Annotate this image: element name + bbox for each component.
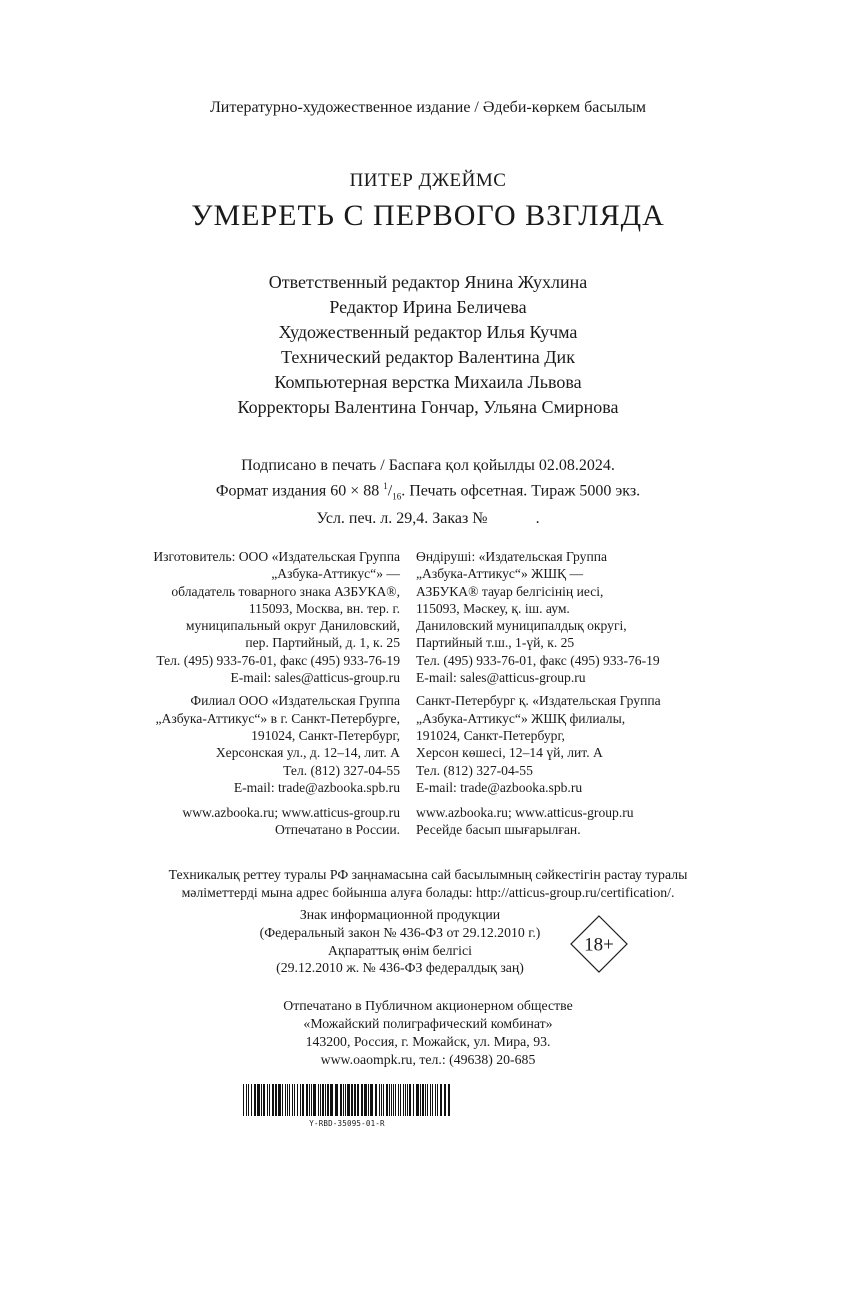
staff-line: Технический редактор Валентина Дик (281, 347, 575, 367)
format-line (0, 476, 856, 508)
staff-credits (0, 270, 856, 420)
branch-line: „Азбука-Аттикус“» ЖШҚ филиалы, (416, 710, 626, 726)
manufacturer-line: E-mail: sales@atticus-group.ru (230, 670, 400, 686)
printing-house (0, 997, 856, 1069)
manufacturer-line: 115093, Мәскеу, қ. іш. аум. (416, 600, 570, 616)
book-title: УМЕРЕТЬ С ПЕРВОГО ВЗГЛЯДА (191, 199, 665, 232)
age-rating-label: 18+ (584, 934, 614, 956)
manufacturer-line: Изготовитель: ООО «Издательская Группа (153, 549, 400, 564)
branch-line: Херсонская ул., д. 12–14, лит. А (215, 745, 400, 761)
sign-line: (Федеральный закон № 436-ФЗ от 29.12.2010 г.) (259, 924, 541, 940)
manufacturer-line: 115093, Москва, вн. тер. г. (248, 600, 400, 616)
fraction-numerator: 1 (383, 481, 388, 491)
branch-line: Тел. (812) 327-04-55 (283, 762, 400, 778)
sign-line: Ақпараттық өнім белгісі (328, 942, 472, 958)
print-info (0, 455, 856, 529)
web-line: www.azbooka.ru; www.atticus-group.ru (182, 805, 400, 821)
branch-line: 191024, Санкт-Петербург, (251, 727, 400, 743)
printer-line: 143200, Россия, г. Можайск, ул. Мира, 93. (305, 1034, 551, 1049)
manufacturer-line: Тел. (495) 933-76-01, факс (495) 933-76-19 (156, 652, 400, 668)
branch-line: Филиал ООО «Издательская Группа (190, 693, 400, 709)
branch-line: E-mail: trade@azbooka.spb.ru (233, 779, 400, 795)
fraction-slash: / (387, 482, 393, 500)
staff-line: Корректоры Валентина Гончар, Ульяна Смирнова (237, 397, 619, 417)
manufacturer-line: пер. Партийный, д. 1, к. 25 (245, 635, 400, 651)
branch-line: „Азбука-Аттикус“» в г. Санкт-Петербурге, (155, 710, 400, 726)
signed-to-print: Подписано в печать / Баспаға қол қойылды 02.08.2024. (241, 457, 615, 474)
manufacturer-line: E-mail: sales@atticus-group.ru (416, 670, 586, 686)
staff-line: Редактор Ирина Беличева (329, 297, 527, 317)
manufacturer-line: АЗБУКА® тауар белгісінің иесі, (416, 583, 604, 599)
manufacturer-line: Даниловский муниципалдық округі, (416, 618, 627, 634)
barcode-label: Y-RBD-35095-01-R (309, 1119, 385, 1128)
staff-line: Художественный редактор Илья Кучма (278, 322, 578, 342)
manufacturer-info-russian (60, 548, 400, 839)
manufacturer-line: Өндіруші: «Издательская Группа (416, 549, 608, 564)
web-line: Ресейде басып шығарылған. (416, 822, 581, 838)
branch-line: E-mail: trade@azbooka.spb.ru (416, 779, 583, 795)
edition-type: Литературно-художественное издание / Әдеби-көркем басылым (209, 99, 647, 116)
information-product-sign (220, 906, 580, 977)
printer-line: «Можайский полиграфический комбинат» (303, 1016, 553, 1031)
manufacturer-line: муниципальный округ Даниловский, (185, 618, 400, 634)
web-line: www.azbooka.ru; www.atticus-group.ru (416, 805, 634, 821)
staff-line: Ответственный редактор Янина Жухлина (268, 272, 588, 292)
manufacturer-line: Тел. (495) 933-76-01, факс (495) 933-76-19 (416, 652, 660, 668)
age-rating-diamond-icon (570, 915, 628, 973)
manufacturer-line: обладатель товарного знака АЗБУКА®, (171, 583, 400, 599)
certification-line: Техникалық реттеу туралы РФ заңнамасына сай басылымның сәйкестігін растау туралы (168, 867, 688, 882)
certification-note (0, 866, 856, 902)
staff-line: Компьютерная верстка Михаила Львова (274, 372, 582, 392)
printer-line: www.oaompk.ru, тел.: (49638) 20-685 (320, 1052, 536, 1067)
certification-line: мәліметтерді мына адрес бойынша алуға болады: http://atticus-group.ru/certification/. (181, 885, 675, 900)
printer-line: Отпечатано в Публичном акционерном обществе (283, 998, 573, 1013)
branch-line: 191024, Санкт-Петербург, (416, 727, 565, 743)
barcode-icon (243, 1084, 451, 1116)
manufacturer-info-kazakh (416, 548, 776, 839)
book-author: ПИТЕР ДЖЕЙМС (349, 170, 507, 191)
branch-line: Тел. (812) 327-04-55 (416, 762, 533, 778)
web-line: Отпечатано в России. (274, 822, 400, 838)
sign-line: Знак информационной продукции (299, 907, 501, 922)
branch-line: Санкт-Петербург қ. «Издательская Группа (416, 693, 661, 709)
manufacturer-line: Партийный т.ш., 1-үй, к. 25 (416, 635, 575, 651)
manufacturer-line: „Азбука-Аттикус“» ЖШҚ — (416, 566, 584, 582)
fraction-denominator: 16 (392, 491, 402, 502)
order-line: Усл. печ. л. 29,4. Заказ № . (316, 509, 540, 527)
manufacturer-line: „Азбука-Аттикус“» — (271, 566, 400, 582)
branch-line: Херсон көшесі, 12–14 үй, лит. А (416, 745, 603, 761)
format-text-rest: . Печать офсетная. Тираж 5000 экз. (401, 482, 641, 500)
sign-line: (29.12.2010 ж. № 436-ФЗ федералдық заң) (276, 960, 524, 976)
format-text: Формат издания 60 × 88 (215, 482, 384, 500)
